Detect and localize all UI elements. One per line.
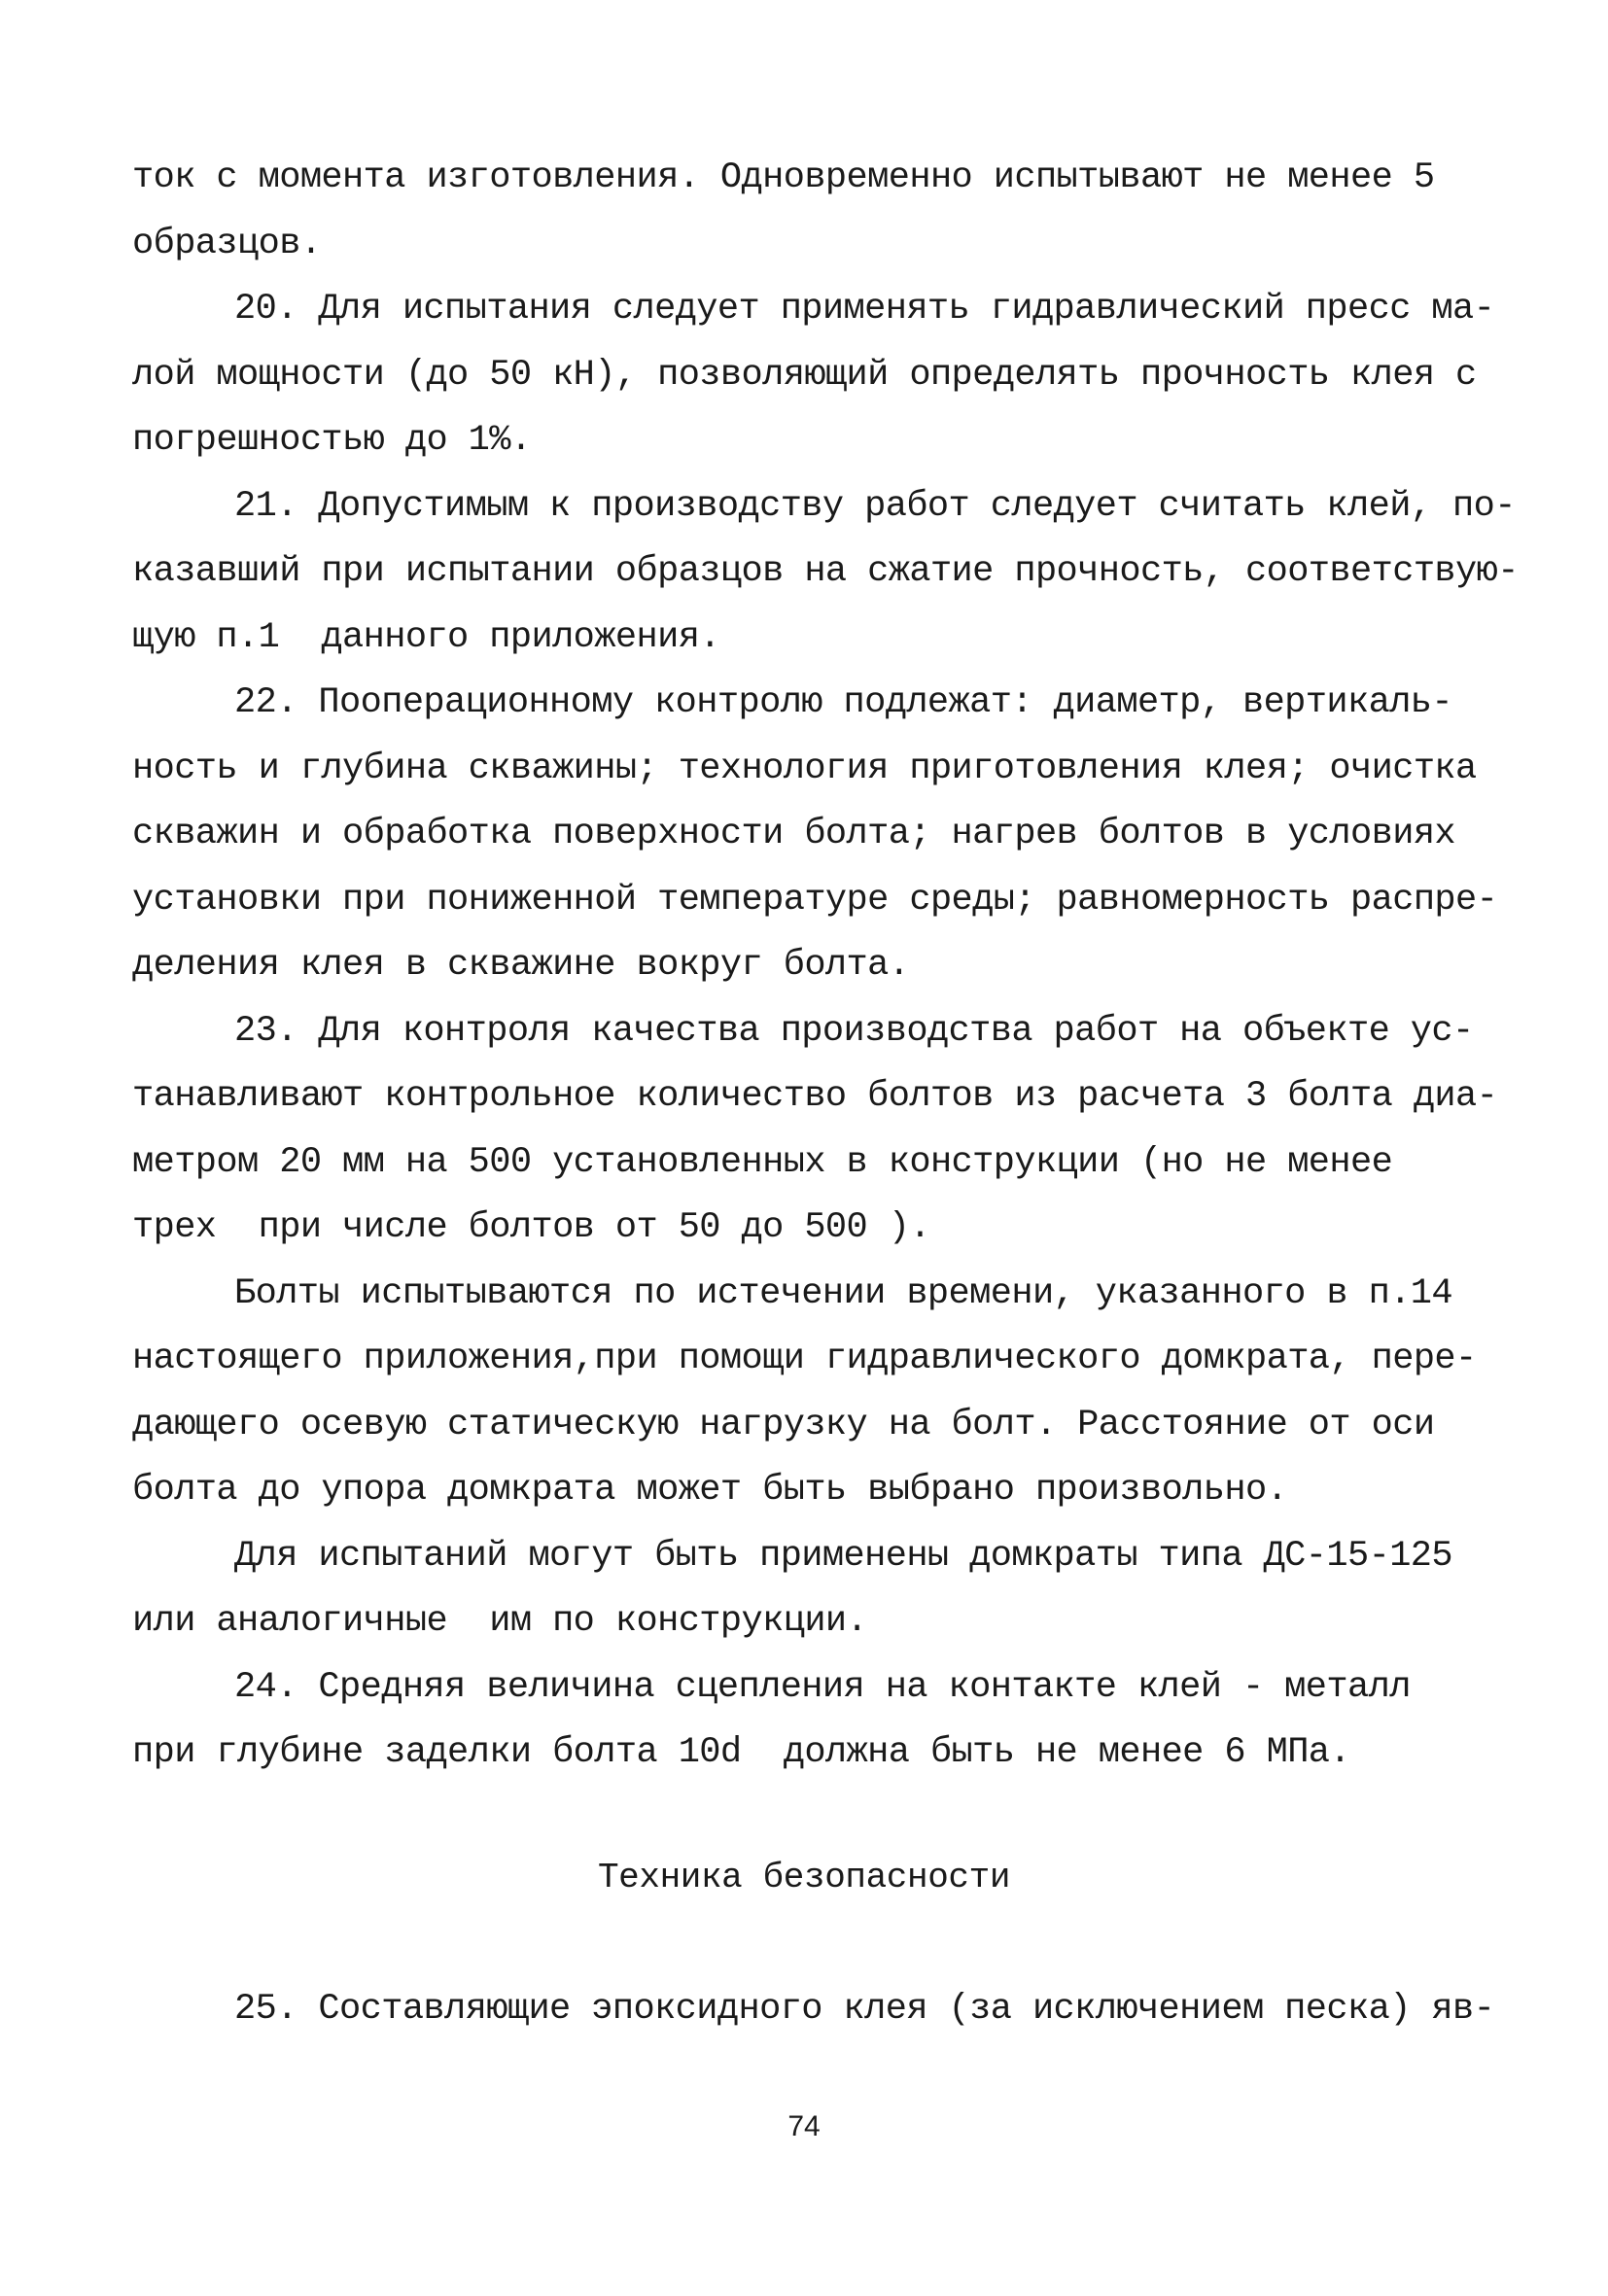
- paragraph-24-start: 24. Средняя величина сцепления на контакте клей - металл: [234, 1666, 1411, 1708]
- text-line: танавливают контрольное количество болтов из расчета 3 болта диа-: [132, 1076, 1498, 1117]
- text-line: настоящего приложения,при помощи гидравлического домкрата, пере-: [132, 1339, 1477, 1379]
- paragraph-bolts-start: Болты испытываются по истечении времени, указанного в п.14: [234, 1272, 1453, 1314]
- paragraph-22-start: 22. Пооперационному контролю подлежат: диаметр, вертикаль-: [234, 682, 1453, 723]
- paragraph-jacks-start: Для испытаний могут быть применены домкраты типа ДС-15-125: [234, 1535, 1453, 1577]
- text-line: дающего осевую статическую нагрузку на болт. Расстояние от оси: [132, 1404, 1435, 1445]
- text-line: образцов.: [132, 223, 322, 264]
- text-line: деления клея в скважине вокруг болта.: [132, 945, 910, 986]
- text-line: или аналогичные им по конструкции.: [132, 1601, 868, 1642]
- text-line: установки при пониженной температуре среды; равномерность распре-: [132, 879, 1498, 921]
- paragraph-20-start: 20. Для испытания следует применять гидравлический пресс ма-: [234, 289, 1495, 330]
- text-line: ность и глубина скважины; технология приготовления клея; очистка: [132, 748, 1477, 789]
- section-heading: Техника безопасности: [597, 1858, 1011, 1897]
- page-number: 74: [787, 2110, 821, 2142]
- text-line: погрешностью до 1%.: [132, 420, 532, 461]
- text-line: метром 20 мм на 500 установленных в конструкции (но не менее: [132, 1141, 1393, 1183]
- text-line: скважин и обработка поверхности болта; нагрев болтов в условиях: [132, 814, 1456, 854]
- paragraph-21-start: 21. Допустимым к производству работ следует считать клей, по-: [234, 485, 1516, 527]
- text-line: болта до упора домкрата может быть выбрано произвольно.: [132, 1470, 1288, 1511]
- text-line: при глубине заделки болта 10d должна быть не менее 6 МПа.: [132, 1732, 1351, 1773]
- body-text: [132, 146, 1519, 1787]
- text-line: щую п.1 данного приложения.: [132, 616, 720, 658]
- text-line: казавший при испытании образцов на сжатие прочность, соответствую-: [132, 551, 1519, 592]
- paragraph-23-start: 23. Для контроля качества производства работ на объекте ус-: [234, 1010, 1474, 1052]
- text-line: ток с момента изготовления. Одновременно испытывают не менее 5: [132, 157, 1435, 198]
- paragraph-25-start: 25. Составляющие эпоксидного клея (за исключением песка) яв-: [234, 1989, 1495, 2030]
- text-line: лой мощности (до 50 кН), позволяющий определять прочность клея с: [132, 354, 1477, 396]
- text-line: трех при числе болтов от 50 до 500 ).: [132, 1207, 930, 1248]
